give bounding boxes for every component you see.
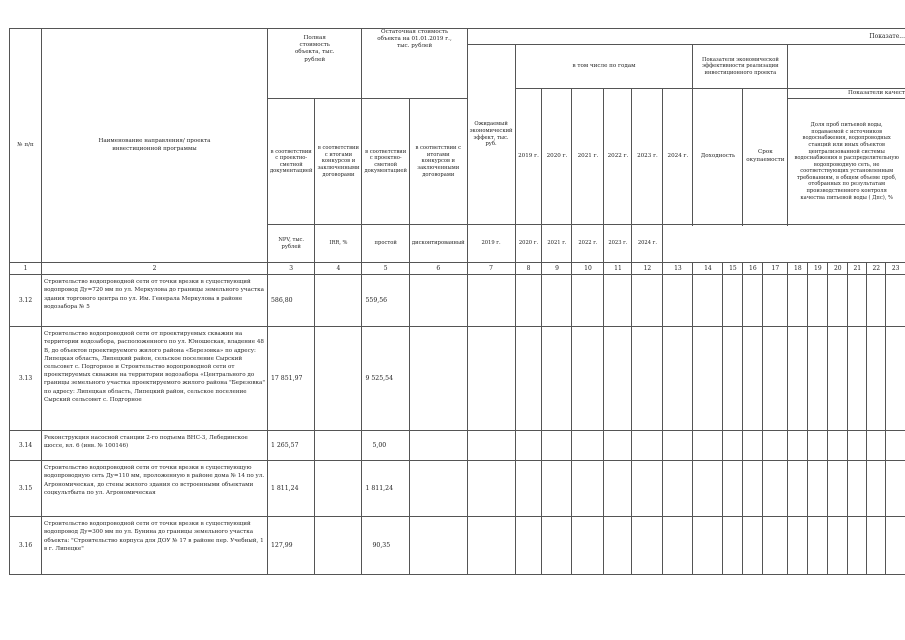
quality-year-2019: 2019 г. [467,225,515,263]
row-number: 3.15 [10,461,42,517]
row-number: 3.16 [10,517,42,575]
year-2021: 2021 г. [572,89,604,225]
year-2022: 2022 г. [604,89,632,225]
table-row [10,275,905,327]
col-header-indicators-top: Показате... [467,29,905,45]
row-number: 3.12 [10,275,42,327]
row-number: 3.14 [10,431,42,461]
year-2020: 2020 г. [542,89,572,225]
row-number: 3.13 [10,327,42,431]
col-header-no: № п/п [10,29,42,263]
row-full-cost: 1 265,57 [267,431,314,461]
quality-year-2022: 2022 г. [572,225,604,263]
col-header-npv: NPV, тыс. рублей [267,225,314,263]
quality-year-2024: 2024 г. [632,225,663,263]
row-project-name: Реконструкция насосной станции 2-го подъема ВНС-3, Лебединское шоссе, вл. 6 (инв. № 100146) [41,431,267,461]
column-number: 18 [788,263,808,275]
quality-year-2023: 2023 г. [604,225,632,263]
table-row [10,431,905,461]
column-number: 7 [467,263,515,275]
col-header-residual-cost: Остаточная стоимость объекта на 01.01.2019 г., тыс. рублей [362,29,467,99]
column-number: 22 [867,263,886,275]
column-number: 3 [267,263,314,275]
full-cost-by-contracts: в соответствии с итогами конкурсов и заключенными договорами [315,99,362,225]
row-residual-cost: 559,56 [362,275,409,327]
column-number: 21 [848,263,867,275]
year-2023: 2023 г. [632,89,663,225]
residual-by-estimate: в соответствии с проектно-сметной документацией [362,99,409,225]
column-number: 5 [362,263,409,275]
col-header-payback: Срок окупаемости [743,89,788,225]
residual-by-contracts: в соответствии с итогами конкурсов и заключенными договорами [409,99,467,225]
column-number: 19 [808,263,828,275]
column-number: 20 [828,263,848,275]
column-number: 11 [604,263,632,275]
column-number: 4 [315,263,362,275]
header-underline-strip [635,12,890,20]
full-cost-by-estimate: в соответствии с проектно-сметной документацией [267,99,314,225]
row-residual-cost: 9 525,54 [362,327,409,431]
column-number: 8 [515,263,542,275]
row-full-cost: 586,80 [267,275,314,327]
col-header-discounted: дисконтированный [409,225,467,263]
col-header-expected-effect: Ожидаемый экономический эффект, тыс. руб. [467,45,515,225]
column-number: 14 [693,263,723,275]
col-header-profitability: Доходность [693,89,743,225]
row-project-name: Строительство водопроводной сети от точки врезки в существующую водопроводную сеть Ду=110 мм, проложенную в районе дома № 14 по ул. Агрономическая, до стены жилого здания со встроенными объектами соцкультбыта по ул. Агрономическая [41,461,267,517]
row-full-cost: 1 811,24 [267,461,314,517]
investment-program-table [9,28,905,575]
col-header-including-years: в том числе по годам [515,45,693,89]
row-residual-cost: 90,35 [362,517,409,575]
column-number: 2 [41,263,267,275]
row-full-cost: 127,99 [267,517,314,575]
column-number: 15 [723,263,743,275]
col-header-quality: Показатели качест [788,89,905,99]
table-row [10,461,905,517]
row-project-name: Строительство водопроводной сети от проектируемых скважин на территории водозабора, расположенного по ул. Юношеская, владение 48 В, до объектов проектируемого жилого района «Березовка» по адресу: Липецкая область, Липецкий район, сельское поселение Сырский сельсовет с. Подгорное и Строительство водопроводной сети от проектируемых скважин на территории водозабора «Центрального до границы земельного участка проектируемого жилого района "Березовка" по адресу: Липецкая область, Липецкий район, сельское поселение Сырский сельсовет с. Подгорное [41,327,267,431]
col-header-simple: простой [362,225,409,263]
quality-year-2021: 2021 г. [542,225,572,263]
column-number-row [10,263,905,275]
column-number: 17 [763,263,788,275]
year-2019: 2019 г. [515,89,542,225]
column-number: 9 [542,263,572,275]
column-number: 10 [572,263,604,275]
row-project-name: Строительство водопроводной сети от точки врезки в существующий водопровод Ду=720 мм по ул. Меркулова до границы земельного участка здания торгового центра по ул. Им. Генерала Меркулова в районе водозабора № 5 [41,275,267,327]
quality-description: Доля проб питьевой воды, подаваемой с источников водоснабжения, водопроводных станций или иных объектов централизованной системы водоснабжения в распределительную водопроводную сеть, не соответствующих установленным требованиям, в общем объеме проб, отобранных по результатам производственного контроля качества питьевой воды ( Дпс), % [788,99,905,225]
col-header-full-cost: Полная стоимость объекта, тыс. рублей [267,29,361,99]
row-residual-cost: 5,00 [362,431,409,461]
column-number: 1 [10,263,42,275]
table-row [10,517,905,575]
column-number: 12 [632,263,663,275]
col-header-irr: IRR, % [315,225,362,263]
quality-year-2020: 2020 г. [515,225,542,263]
year-2024: 2024 г. [663,89,693,225]
col-header-efficiency: Показатели экономической эффективности реализации инвестиционного проекта [693,45,788,89]
col-header-name: Наименование направления/ проекта инвестиционной программы [41,29,267,263]
column-number: 6 [409,263,467,275]
row-project-name: Строительство водопроводной сети от точки врезки в существующий водопровод Ду=300 мм по ул. Бунина до границы земельного участка объекта: "Строительство корпуса для ДОУ № 17 в районе пер. Учебный, 1 в г. Липецке" [41,517,267,575]
row-full-cost: 17 851,97 [267,327,314,431]
column-number: 13 [663,263,693,275]
column-number: 16 [743,263,763,275]
row-residual-cost: 1 811,24 [362,461,409,517]
table-row [10,327,905,431]
column-number: 23 [886,263,905,275]
